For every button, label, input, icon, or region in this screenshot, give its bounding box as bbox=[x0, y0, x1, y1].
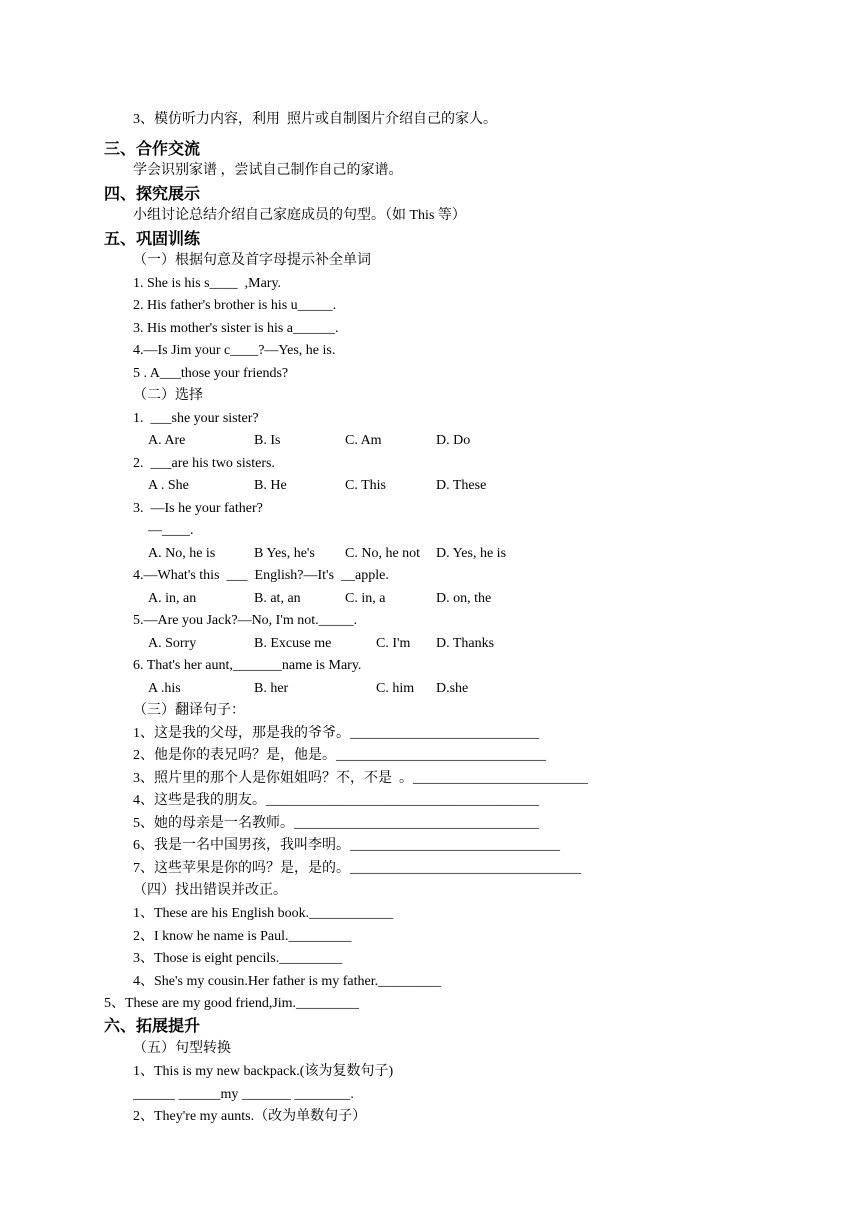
part2-question-4: 4.—What's this ___ English?—It's __apple. bbox=[133, 568, 389, 583]
part4-question-5: 5、These are my good friend,Jim._________ bbox=[104, 996, 360, 1011]
part3-question-1: 1、这是我的父母，那是我的爷爷。___________________________ bbox=[133, 726, 539, 741]
part3-question-6: 6、我是一名中国男孩，我叫李明。______________________________ bbox=[133, 838, 560, 853]
part5-title: （五）句型转换 bbox=[133, 1041, 231, 1056]
part4-question-3: 3、Those is eight pencils._________ bbox=[133, 951, 343, 966]
section-heading-practice: 五、巩固训练 bbox=[104, 229, 201, 248]
part1-question-5: 5 . A___those your friends? bbox=[133, 366, 289, 381]
intro-item-3: 3、模仿听力内容，利用 照片或自制图片介绍自己的家人。 bbox=[133, 112, 497, 127]
part4-question-4: 4、She's my cousin.Her father is my father._________ bbox=[133, 974, 442, 989]
part2-q2-option-d: D. These bbox=[436, 478, 487, 493]
part2-question-3: 3. —Is he your father? bbox=[133, 501, 263, 516]
part2-q6-option-c: C. him bbox=[376, 681, 415, 696]
part2-q2-option-b: B. He bbox=[254, 478, 287, 493]
part2-q3-option-c: C. No, he not bbox=[345, 546, 421, 561]
part5-q1-answer-line: ______ ______my _______ ________. bbox=[133, 1087, 354, 1102]
part2-q4-option-d: D. on, the bbox=[436, 591, 492, 606]
part2-q3-option-d: D. Yes, he is bbox=[436, 546, 507, 561]
part3-question-4: 4、这些是我的朋友。_______________________________________ bbox=[133, 793, 539, 808]
part2-q2-option-c: C. This bbox=[345, 478, 386, 493]
part2-q6-option-b: B. her bbox=[254, 681, 289, 696]
part2-q4-option-b: B. at, an bbox=[254, 591, 301, 606]
section-heading-explore: 四、探究展示 bbox=[104, 184, 201, 203]
part4-title: （四）找出错误并改正。 bbox=[133, 883, 287, 898]
part2-question-5: 5.—Are you Jack?—No, I'm not._____. bbox=[133, 613, 358, 628]
part2-q1-option-b: B. Is bbox=[254, 433, 281, 448]
part1-question-4: 4.—Is Jim your c____?—Yes, he is. bbox=[133, 343, 336, 358]
part2-q5-option-a: A. Sorry bbox=[148, 636, 197, 651]
part2-question-1: 1. ___she your sister? bbox=[133, 411, 259, 426]
part1-question-2: 2. His father's brother is his u_____. bbox=[133, 298, 337, 313]
part1-question-1: 1. She is his s____ ,Mary. bbox=[133, 276, 282, 291]
part2-q3-answer-line: —____. bbox=[148, 523, 194, 538]
part2-q1-option-c: C. Am bbox=[345, 433, 382, 448]
cooperation-text: 学会识别家谱 ，尝试自己制作自己的家谱。 bbox=[133, 163, 403, 178]
part2-q2-option-a: A . She bbox=[148, 478, 189, 493]
part2-question-6: 6. That's her aunt,_______name is Mary. bbox=[133, 658, 362, 673]
part2-q5-option-d: D. Thanks bbox=[436, 636, 495, 651]
part3-title: （三）翻译句子： bbox=[133, 703, 245, 718]
part2-q3-option-b: B Yes, he's bbox=[254, 546, 315, 561]
part2-q6-option-a: A .his bbox=[148, 681, 181, 696]
section-heading-cooperation: 三、合作交流 bbox=[104, 139, 201, 158]
section-heading-extension: 六、拓展提升 bbox=[104, 1016, 201, 1035]
part4-question-2: 2、I know he name is Paul._________ bbox=[133, 929, 352, 944]
part3-question-3: 3、照片里的那个人是你姐姐吗？不，不是 。_________________________ bbox=[133, 771, 588, 786]
part1-title: （一）根据句意及首字母提示补全单词 bbox=[133, 253, 371, 268]
part5-question-1: 1、This is my new backpack.(该为复数句子) bbox=[133, 1064, 394, 1079]
part2-title: （二）选择 bbox=[133, 388, 203, 403]
part2-question-2: 2. ___are his two sisters. bbox=[133, 456, 275, 471]
part1-question-3: 3. His mother's sister is his a______. bbox=[133, 321, 339, 336]
part2-q1-option-a: A. Are bbox=[148, 433, 186, 448]
part4-question-1: 1、These are his English book.____________ bbox=[133, 906, 394, 921]
part3-question-5: 5、她的母亲是一名教师。___________________________________ bbox=[133, 816, 539, 831]
part2-q6-option-d: D.she bbox=[436, 681, 469, 696]
part2-q5-option-c: C. I'm bbox=[376, 636, 411, 651]
part3-question-7: 7、这些苹果是你的吗？是，是的。_________________________________ bbox=[133, 861, 581, 876]
part2-q1-option-d: D. Do bbox=[436, 433, 471, 448]
part2-q4-option-a: A. in, an bbox=[148, 591, 197, 606]
part5-question-2: 2、They're my aunts.（改为单数句子） bbox=[133, 1109, 367, 1124]
part3-question-2: 2、他是你的表兄吗？是，他是。______________________________ bbox=[133, 748, 546, 763]
explore-text: 小组讨论总结介绍自己家庭成员的句型。（如 This 等） bbox=[133, 208, 466, 223]
part2-q5-option-b: B. Excuse me bbox=[254, 636, 332, 651]
part2-q3-option-a: A. No, he is bbox=[148, 546, 216, 561]
part2-q4-option-c: C. in, a bbox=[345, 591, 386, 606]
